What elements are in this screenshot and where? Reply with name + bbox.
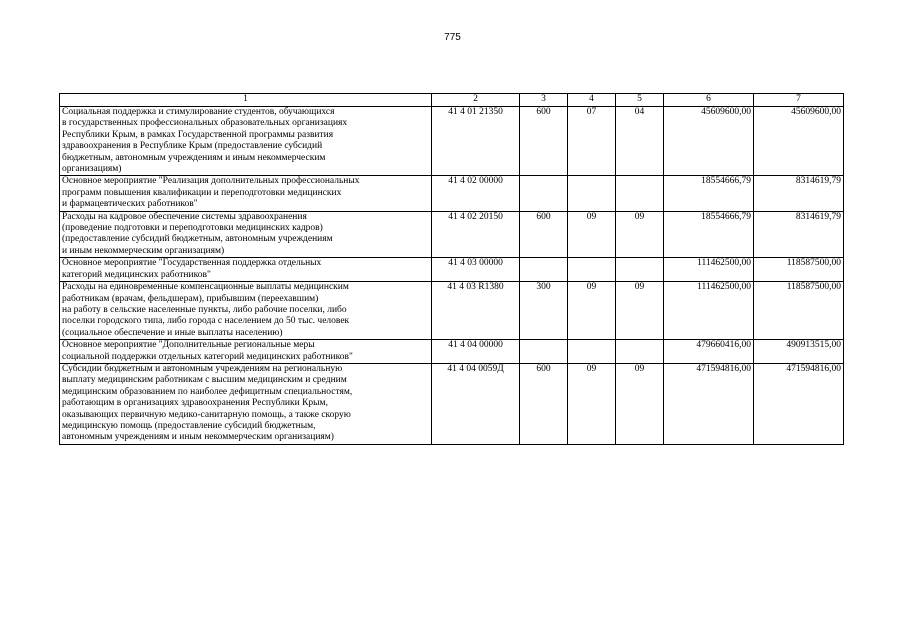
row-sum2-cell: 118587500,00: [754, 282, 844, 340]
row-name-cell: Основное мероприятие "Реализация дополнительных профессиональных программ повышения квалификации и переподготовки медицинских и фармацевтических работников": [60, 176, 432, 211]
column-header: 6: [664, 94, 754, 107]
page-number: 775: [444, 32, 461, 43]
row-rz-cell: 07: [568, 107, 616, 176]
row-pr-cell: 09: [616, 363, 664, 444]
row-code-cell: 41 4 02 20150: [432, 211, 520, 258]
row-pr-cell: [616, 258, 664, 282]
row-code-cell: 41 4 02 00000: [432, 176, 520, 211]
row-code-cell: 41 4 01 21350: [432, 107, 520, 176]
column-header: 5: [616, 94, 664, 107]
table-row: [60, 176, 844, 211]
row-vr-cell: 600: [520, 363, 568, 444]
row-sum1-cell: 18554666,79: [664, 211, 754, 258]
row-pr-cell: 04: [616, 107, 664, 176]
row-rz-cell: [568, 176, 616, 211]
row-sum1-cell: 111462500,00: [664, 282, 754, 340]
column-header: 7: [754, 94, 844, 107]
row-sum2-cell: 45609600,00: [754, 107, 844, 176]
row-sum1-cell: 18554666,79: [664, 176, 754, 211]
budget-table: [59, 93, 844, 445]
row-pr-cell: 09: [616, 211, 664, 258]
row-vr-cell: [520, 176, 568, 211]
table-row: [60, 211, 844, 258]
row-code-cell: 41 4 04 00000: [432, 340, 520, 364]
row-sum2-cell: 8314619,79: [754, 176, 844, 211]
table-row: [60, 258, 844, 282]
row-sum2-cell: 118587500,00: [754, 258, 844, 282]
row-vr-cell: [520, 258, 568, 282]
row-name-cell: Основное мероприятие "Дополнительные региональные меры социальной поддержки отдельных категорий медицинских работников": [60, 340, 432, 364]
row-pr-cell: [616, 176, 664, 211]
row-code-cell: 41 4 04 0059Д: [432, 363, 520, 444]
row-rz-cell: 09: [568, 282, 616, 340]
row-vr-cell: 600: [520, 107, 568, 176]
table-row: [60, 363, 844, 444]
header-row: [60, 94, 844, 107]
row-sum1-cell: 471594816,00: [664, 363, 754, 444]
column-header: 4: [568, 94, 616, 107]
row-rz-cell: [568, 340, 616, 364]
table-row: [60, 107, 844, 176]
row-name-cell: Расходы на единовременные компенсационные выплаты медицинским работникам (врачам, фельдшерам), прибывшим (переехавшим) на работу в сельские населенные пункты, либо рабочие поселки, либо поселки городского типа, либо города с населением до 50 тыс. человек (социальное обеспечение и иные выплаты населению): [60, 282, 432, 340]
column-header: 3: [520, 94, 568, 107]
row-pr-cell: 09: [616, 282, 664, 340]
column-header: 1: [60, 94, 432, 107]
row-name-cell: Субсидии бюджетным и автономным учреждениям на региональную выплату медицинским работникам с высшим медицинским и средним медицинским образованием по наиболее дефицитным специальностям, работающим в организациях здравоохранения Республики Крым, оказывающих первичную медико-санитарную помощь, а также скорую медицинскую помощь (предоставление субсидий бюджетным, автономным учреждениям и иным некоммерческим организациям): [60, 363, 432, 444]
row-sum2-cell: 471594816,00: [754, 363, 844, 444]
row-sum1-cell: 479660416,00: [664, 340, 754, 364]
row-rz-cell: [568, 258, 616, 282]
row-vr-cell: 600: [520, 211, 568, 258]
row-sum2-cell: 8314619,79: [754, 211, 844, 258]
row-pr-cell: [616, 340, 664, 364]
table-row: [60, 340, 844, 364]
row-vr-cell: 300: [520, 282, 568, 340]
row-vr-cell: [520, 340, 568, 364]
row-name-cell: Основное мероприятие "Государственная поддержка отдельных категорий медицинских работников": [60, 258, 432, 282]
table-row: [60, 282, 844, 340]
row-name-cell: Социальная поддержка и стимулирование студентов, обучающихся в государственных профессиональных образовательных организациях Республики Крым, в рамках Государственной программы развития здравоохранения в Республике Крым (предоставление субсидий бюджетным, автономным учреждениям и иным некоммерческим организациям): [60, 107, 432, 176]
column-header: 2: [432, 94, 520, 107]
row-rz-cell: 09: [568, 211, 616, 258]
row-name-cell: Расходы на кадровое обеспечение системы здравоохранения (проведение подготовки и переподготовки медицинских кадров) (предоставление субсидий бюджетным, автономным учреждениям и иным некоммерческим организациям): [60, 211, 432, 258]
row-sum1-cell: 45609600,00: [664, 107, 754, 176]
row-code-cell: 41 4 03 00000: [432, 258, 520, 282]
row-rz-cell: 09: [568, 363, 616, 444]
row-code-cell: 41 4 03 R1380: [432, 282, 520, 340]
row-sum1-cell: 111462500,00: [664, 258, 754, 282]
row-sum2-cell: 490913515,00: [754, 340, 844, 364]
